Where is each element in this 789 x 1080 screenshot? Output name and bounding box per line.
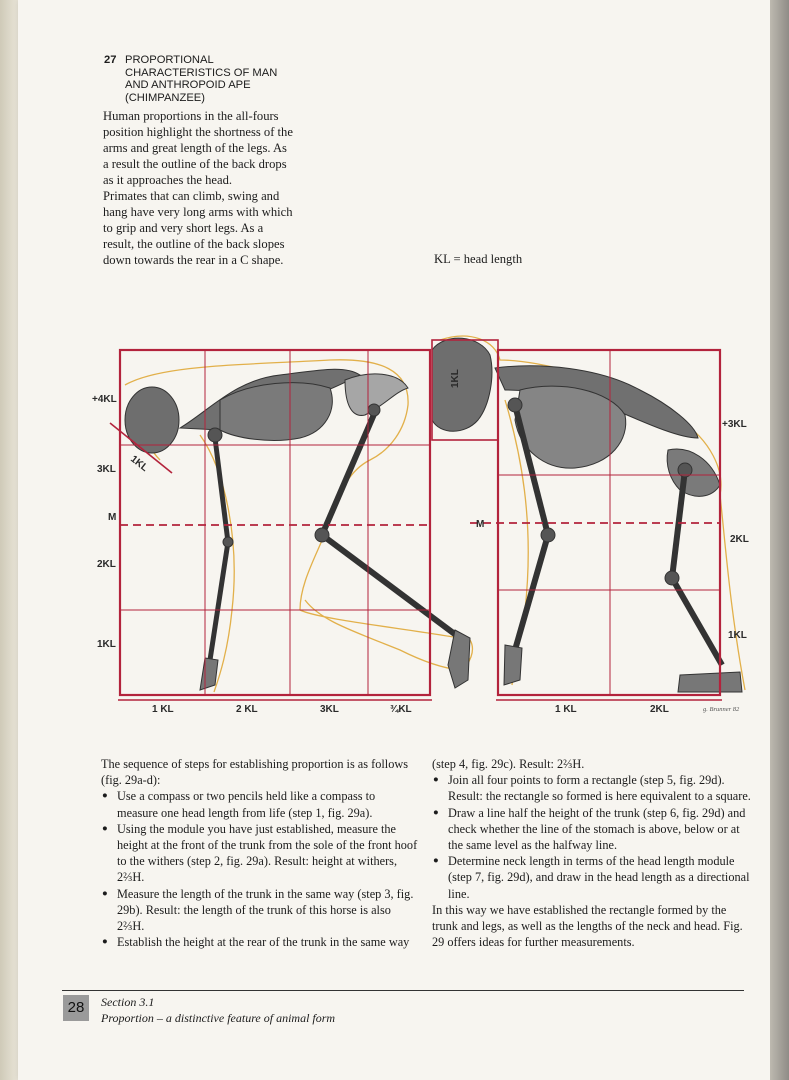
intro-paragraph-primate: Primates that can climb, swing and hang have very long arms with which to grip and very short legs. As a result, the outline of the back slopes down towards the rear in a C shape. (103, 189, 293, 267)
running-footer (101, 994, 335, 1026)
list-item: ● Determine neck length in terms of the head length module (step 7, fig. 29d), and draw in the head length as a directional line. (432, 853, 752, 902)
human-tibia (322, 535, 460, 638)
section-label: Section 3.1 (101, 995, 155, 1009)
list-item: ● Join all four points to form a rectangle (step 5, fig. 29d). Result: the rectangle so formed is here equivalent to a square. (432, 772, 752, 804)
chimp-forearm (515, 535, 548, 650)
bottom-left-label-2kl: 2 KL (236, 704, 258, 715)
bottom-left-label-1kl: 1 KL (152, 704, 174, 715)
human-hip-joint (368, 404, 380, 416)
chimp-knee-joint (665, 571, 679, 585)
figure-title (104, 54, 304, 104)
human-knee-joint (315, 528, 329, 542)
chimp-shoulder-joint (508, 398, 522, 412)
human-skeleton (125, 369, 470, 690)
right-label-m: M (476, 519, 485, 530)
right-label-2kl: 2KL (730, 534, 749, 545)
chimp-foot (678, 672, 742, 692)
intro-paragraph-human: Human proportions in the all-fours position highlight the shortness of the arms and great length of the legs. As a result the outline of the back drops as it approaches the head. (103, 109, 293, 187)
left-label-3kl: 3KL (97, 464, 116, 475)
text-column-left (101, 756, 419, 950)
text-column-right (432, 756, 752, 950)
artist-signature: g. Brunner 82 (703, 706, 740, 713)
human-skull (125, 387, 179, 453)
human-forearm (210, 542, 228, 660)
human-head-label: 1KL (128, 453, 150, 475)
figure-title-line: (CHIMPANZEE) (125, 91, 205, 104)
bottom-right-label-1kl: 1 KL (555, 704, 577, 715)
chimp-skeleton (432, 338, 742, 692)
footer-rule (62, 990, 744, 991)
chimp-skull (432, 338, 492, 431)
bottom-left-label-3kl: 3KL (320, 704, 339, 715)
figure-title-line: CHARACTERISTICS OF MAN (125, 66, 278, 79)
step-continuation: (step 4, fig. 29c). Result: 2⅔H. (432, 757, 585, 771)
bottom-left-label-three-quarter-kl: ¾KL (390, 704, 412, 715)
figure-title-line: AND ANTHROPOID APE (125, 79, 251, 91)
right-label-1kl: 1KL (728, 630, 747, 641)
left-label-4kl: +4KL (92, 394, 117, 405)
human-humerus (215, 438, 228, 542)
human-shoulder-joint (208, 428, 222, 442)
chimp-tibia (672, 578, 722, 665)
list-item: ● Use a compass or two pencils held like a compass to measure one head length from life (step 1, fig. 29a). (101, 788, 419, 820)
chimp-pelvis (667, 449, 720, 496)
figure-number: 27 (104, 54, 117, 66)
left-label-2kl: 2KL (97, 559, 116, 570)
chimp-hand (504, 645, 522, 685)
section-subtitle: Proportion – a distinctive feature of animal form (101, 1011, 336, 1025)
steps-list-left (101, 788, 419, 950)
human-femur (322, 412, 375, 535)
list-item: ● Measure the length of the trunk in the same way (step 3, fig. 29b). Result: the length of the trunk of this horse is also 2⅔H. (101, 886, 419, 935)
list-item: ● Using the module you have just established, measure the height at the front of the trunk from the sole of the front hoof to the withers (step 2, fig. 29a). Result: height at withers, 2⅔H. (101, 821, 419, 886)
right-label-3kl: +3KL (722, 419, 747, 430)
human-elbow-joint (223, 537, 233, 547)
steps-intro: The sequence of steps for establishing proportion is as follows (fig. 29a-d): (101, 757, 409, 788)
left-label-1kl: 1KL (97, 639, 116, 650)
proportion-figure (0, 320, 789, 730)
bottom-right-label-2kl: 2KL (650, 704, 669, 715)
list-item: ● Draw a line half the height of the trunk (step 6, fig. 29d) and check whether the line of the stomach is above, below or at the same level as the halfway line. (432, 805, 752, 854)
human-foot (448, 630, 470, 688)
human-hand (200, 658, 218, 690)
intro-text (103, 108, 293, 268)
list-item: ● Establish the height at the rear of the trunk in the same way (101, 934, 419, 950)
left-label-m: M (108, 512, 117, 523)
kl-definition: KL = head length (434, 252, 523, 266)
steps-list-right (432, 772, 752, 902)
closing-paragraph: In this way we have established the rectangle formed by the trunk and legs, as well as the lengths of the neck and head. Fig. 29 offers ideas for further measurements. (432, 902, 743, 950)
page-number: 28 (63, 995, 89, 1021)
chimp-head-label: 1KL (450, 369, 461, 388)
chimp-elbow-joint (541, 528, 555, 542)
chimp-figure (432, 336, 745, 692)
figure-title-line: PROPORTIONAL (125, 54, 214, 66)
